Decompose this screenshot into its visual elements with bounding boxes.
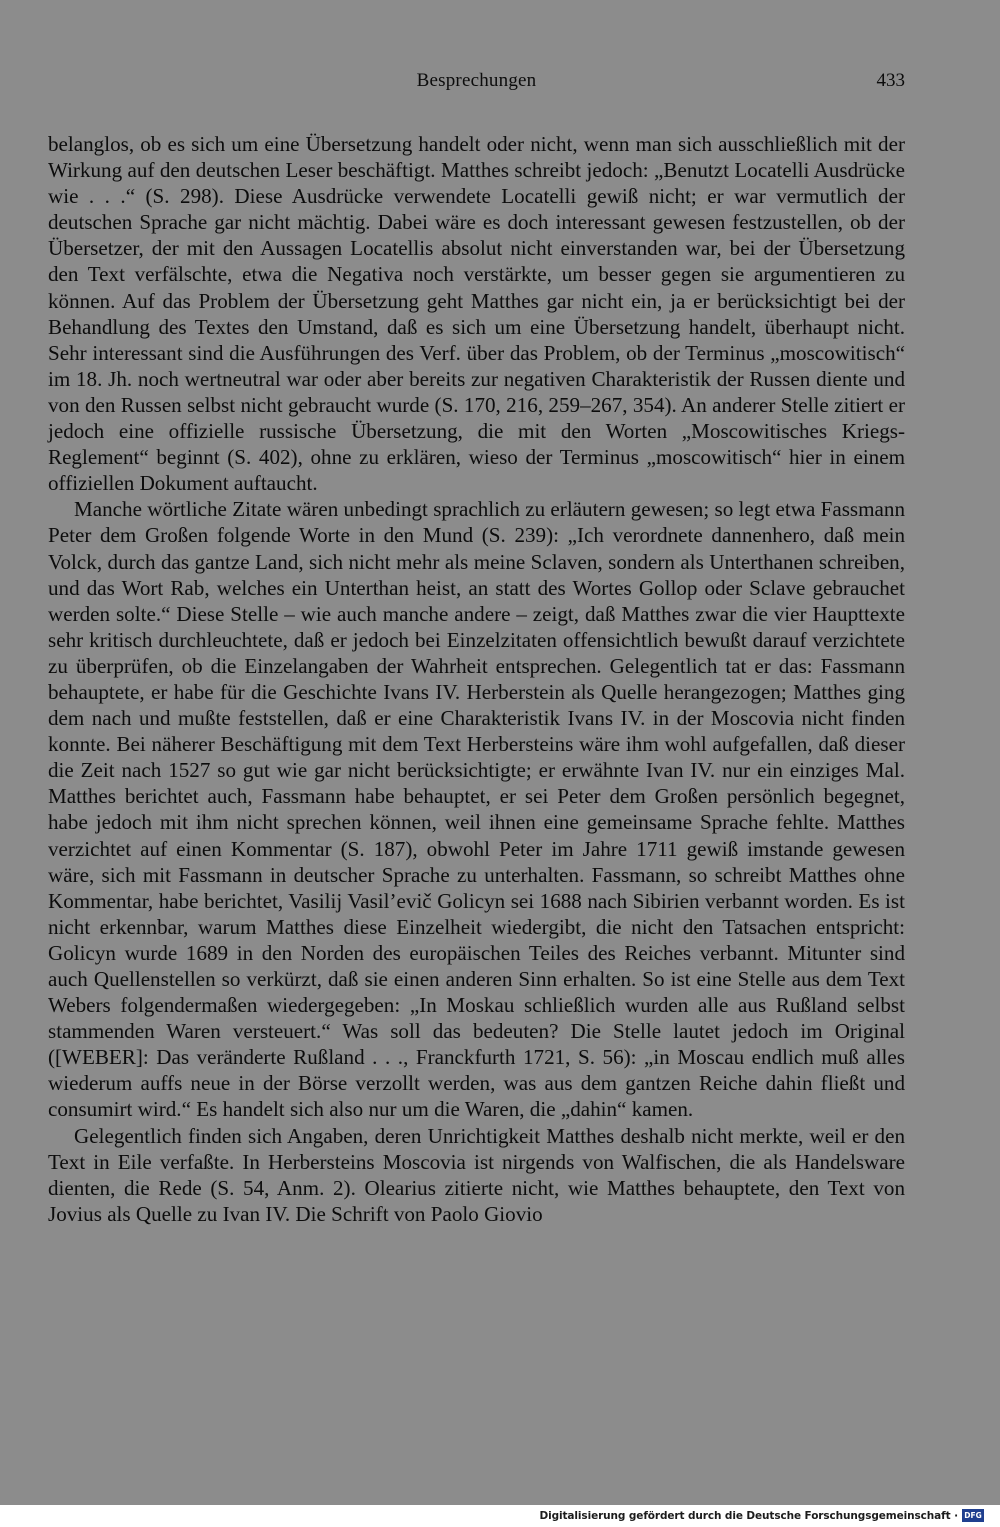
digitization-footer: [0, 1505, 1000, 1527]
paragraph-3: Gelegentlich finden sich Angaben, deren Unrichtigkeit Matthes deshalb nicht merkte, weil er den Text in Eile verfaßte. In Herbersteins Moscovia ist nirgends von Walfischen, die als Handelsware dienten, die Rede (S. 54, Anm. 2). Olearius zitierte nicht, wie Matthes behauptete, den Text von Jovius als Quelle zu Ivan IV. Die Schrift von Paolo Giovio: [48, 1123, 905, 1226]
running-head: Besprechungen: [416, 70, 537, 91]
body-text: [48, 131, 905, 1227]
footer-credit-text: Digitalisierung gefördert durch die Deutsche Forschungsgemeinschaft ·: [539, 1510, 958, 1522]
paragraph-1: belanglos, ob es sich um eine Übersetzung handelt oder nicht, wenn man sich ausschließlich mit der Wirkung auf den deutschen Leser beschäftigt. Matthes schreibt jedoch: „Benutzt Locatelli Ausdrücke wie . . .“ (S. 298). Diese Ausdrücke verwendete Locatelli gewiß nicht; er war vermutlich der deutschen Sprache gar nicht mächtig. Dabei wäre es doch interessant gewesen festzustellen, ob der Übersetzer, der mit den Aussagen Locatellis absolut nicht einverstanden war, bei der Übersetzung den Text verfälschte, etwa die Negativa noch verstärkte, um besser gegen sie argumentieren zu können. Auf das Problem der Übersetzung geht Matthes gar nicht ein, ja er berücksichtigt bei der Behandlung des Textes den Umstand, daß es sich um eine Übersetzung handelt, überhaupt nicht. Sehr interessant sind die Ausführungen des Verf. über das Problem, ob der Terminus „moscowitisch“ im 18. Jh. noch wertneutral war oder aber bereits zur negativen Charakteristik der Russen diente und von den Russen selbst nicht gebraucht wurde (S. 170, 216, 259–267, 354). An anderer Stelle zitiert er jedoch eine offizielle russische Übersetzung, die mit den Worten „Moscowitisches Kriegs-Reglement“ beginnt (S. 402), ohne zu erklären, wieso der Terminus „moscowitisch“ hier in einem offiziellen Dokument auftaucht.: [48, 132, 905, 496]
page-header: [48, 70, 905, 100]
dfg-logo-icon: DFG: [962, 1509, 984, 1522]
paragraph-2: Manche wörtliche Zitate wären unbedingt sprachlich zu erläutern gewesen; so legt etwa Fassmann Peter dem Großen folgende Worte in den Mund (S. 239): „Ich verordnete dannenhero, daß mein Volck, durch das gantze Land, sich nicht mehr als meine Sclaven, sondern als Unterthanen schreiben, und das Wort Rab, welches ein Unterthan heist, an statt des Wortes Gollop oder Sclave gebrauchet werden solte.“ Diese Stelle – wie auch manche andere – zeigt, daß Matthes zwar die vier Haupttexte sehr kritisch durchleuchtete, daß er jedoch bei Einzelzitaten offensichtlich bewußt darauf verzichtete zu überprüfen, ob die Einzelangaben der Wahrheit entsprechen. Gelegentlich tat er das: Fassmann behauptete, er habe für die Geschichte Ivans IV. Herberstein als Quelle herangezogen; Matthes ging dem nach und mußte feststellen, daß er eine Charakteristik Ivans IV. in der Moscovia nicht finden konnte. Bei näherer Beschäftigung mit dem Text Herbersteins wäre ihm wohl aufgefallen, daß dieser die Zeit nach 1527 so gut wie gar nicht berücksichtigte; er erwähnte Ivan IV. nur ein einziges Mal. Matthes berichtet auch, Fassmann habe behauptet, er sei Peter dem Großen persönlich begegnet, habe jedoch mit ihm nicht sprechen können, weil ihnen eine gemeinsame Sprache fehlte. Matthes verzichtet auf einen Kommentar (S. 187), obwohl Peter im Jahre 1711 gewiß imstande gewesen wäre, sich mit Fassmann in deutscher Sprache zu unterhalten. Fassmann, so schreibt Matthes ohne Kommentar, habe berichtet, Vasilij Vasil’evič Golicyn sei 1688 nach Sibirien verbannt worden. Es ist nicht erkennbar, warum Matthes diese Einzelheit wiedergibt, die nicht den Tatsachen entspricht: Golicyn wurde 1689 in den Norden des europäischen Teiles des Reiches verbannt. Mitunter sind auch Quellenstellen so verkürzt, daß sie einen anderen Sinn erhalten. So ist eine Stelle aus dem Text Webers folgendermaßen wiedergegeben: „In Moskau schließlich wurden alle aus Rußland selbst stammenden Waren versteuert.“ Was soll das bedeuten? Die Stelle lautet jedoch im Original ([WEBER]: Das veränderte Rußland . . ., Franckfurth 1721, S. 56): „in Moscau endlich muß alles wiederum auffs neue in der Börse verzollt werden, was aus dem gantzen Reiche dahin fließt und consumirt wird.“ Es handelt sich also nur um die Waren, die „dahin“ kamen.: [48, 497, 905, 1122]
page-number: 433: [876, 70, 905, 91]
